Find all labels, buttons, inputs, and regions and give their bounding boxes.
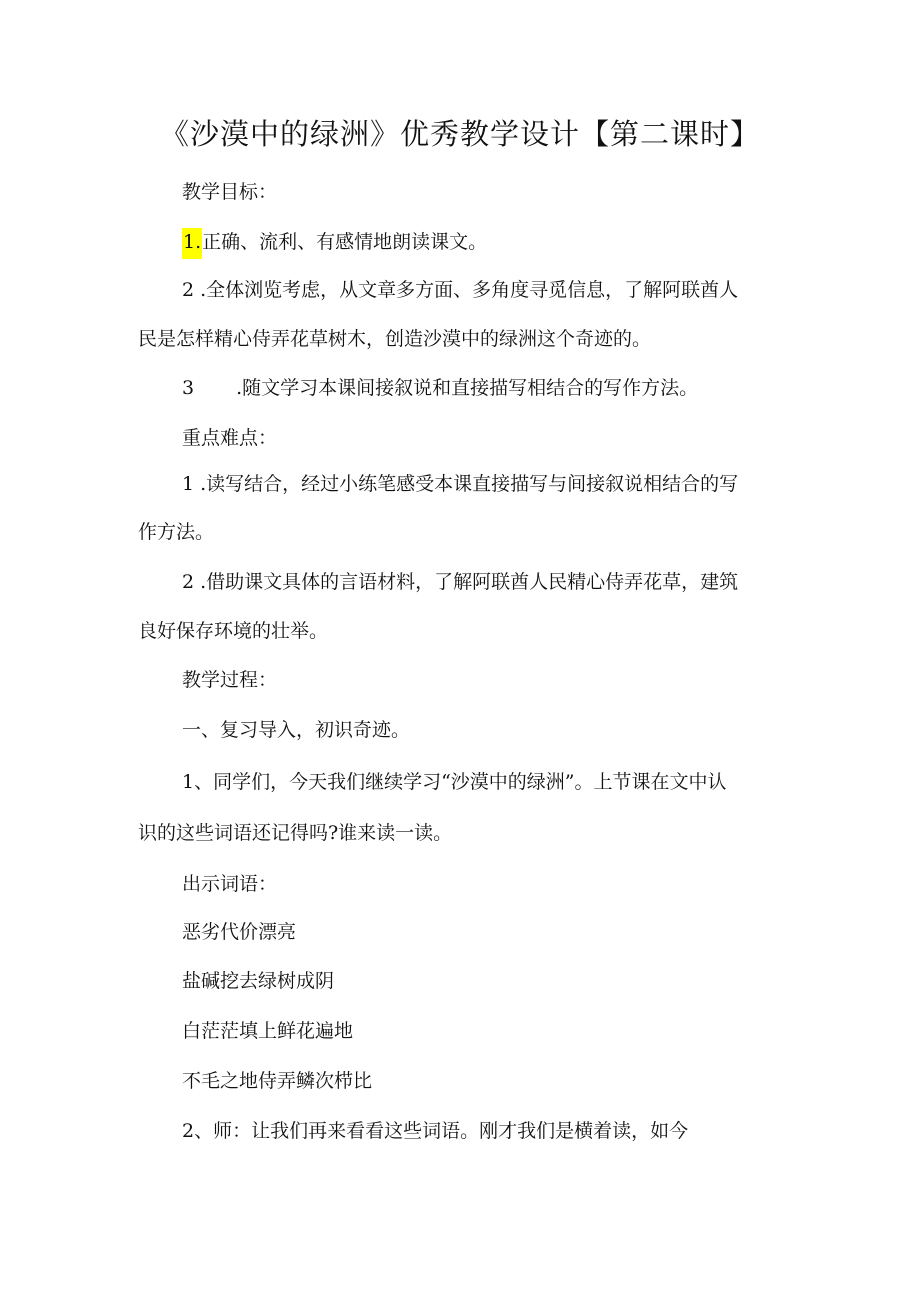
section-1-heading: 一、复习导入，初识奇迹。	[182, 719, 411, 741]
word-row: 盐碱挖去绿树成阴	[182, 970, 335, 992]
show-words-label: 出示词语：	[182, 873, 278, 895]
highlighted-number: 1.	[182, 228, 202, 259]
keypoint-1-line1: 1 .读写结合，经过小练笔感受本课直接描写与间接叙说相结合的写	[182, 473, 739, 495]
objective-3-number: 3	[182, 377, 195, 399]
document-title: 《沙漠中的绿洲》优秀教学设计【第二课时】	[159, 117, 760, 151]
word-row: 不毛之地侍弄鳞次栉比	[182, 1070, 373, 1092]
keypoint-1-line2: 作方法。	[138, 521, 215, 543]
objective-2-line2: 民是怎样精心侍弄花草树木，创造沙漠中的绿洲这个奇迹的。	[138, 328, 652, 350]
step-2-line1: 2、师：让我们再来看看这些词语。刚才我们是横着读，如今	[182, 1120, 689, 1142]
objective-3	[182, 374, 698, 402]
word-row: 恶劣代价漂亮	[182, 921, 297, 943]
keypoints-heading: 重点难点：	[182, 427, 278, 449]
objective-3-text: .随文学习本课间接叙说和直接描写相结合的写作方法。	[236, 377, 699, 399]
word-row: 白茫茫填上鲜花遍地	[182, 1020, 354, 1042]
process-heading: 教学过程：	[182, 669, 278, 691]
step-1-line2: 识的这些词语还记得吗?谁来读一读。	[138, 822, 453, 844]
objective-2-line1: 2 .全体浏览考虑，从文章多方面、多角度寻觅信息，了解阿联酋人	[182, 279, 739, 301]
step-1-line1: 1、同学们，今天我们继续学习“沙漠中的绿洲”。上节课在文中认	[182, 771, 727, 793]
objective-1	[182, 228, 487, 256]
keypoint-2-line2: 良好保存环境的壮举。	[138, 620, 329, 642]
objective-1-text: 正确、流利、有感情地朗读课文。	[202, 231, 488, 253]
objectives-heading: 教学目标：	[182, 181, 278, 203]
keypoint-2-line1: 2 .借助课文具体的言语材料，了解阿联酋人民精心侍弄花草，建筑	[182, 571, 739, 593]
